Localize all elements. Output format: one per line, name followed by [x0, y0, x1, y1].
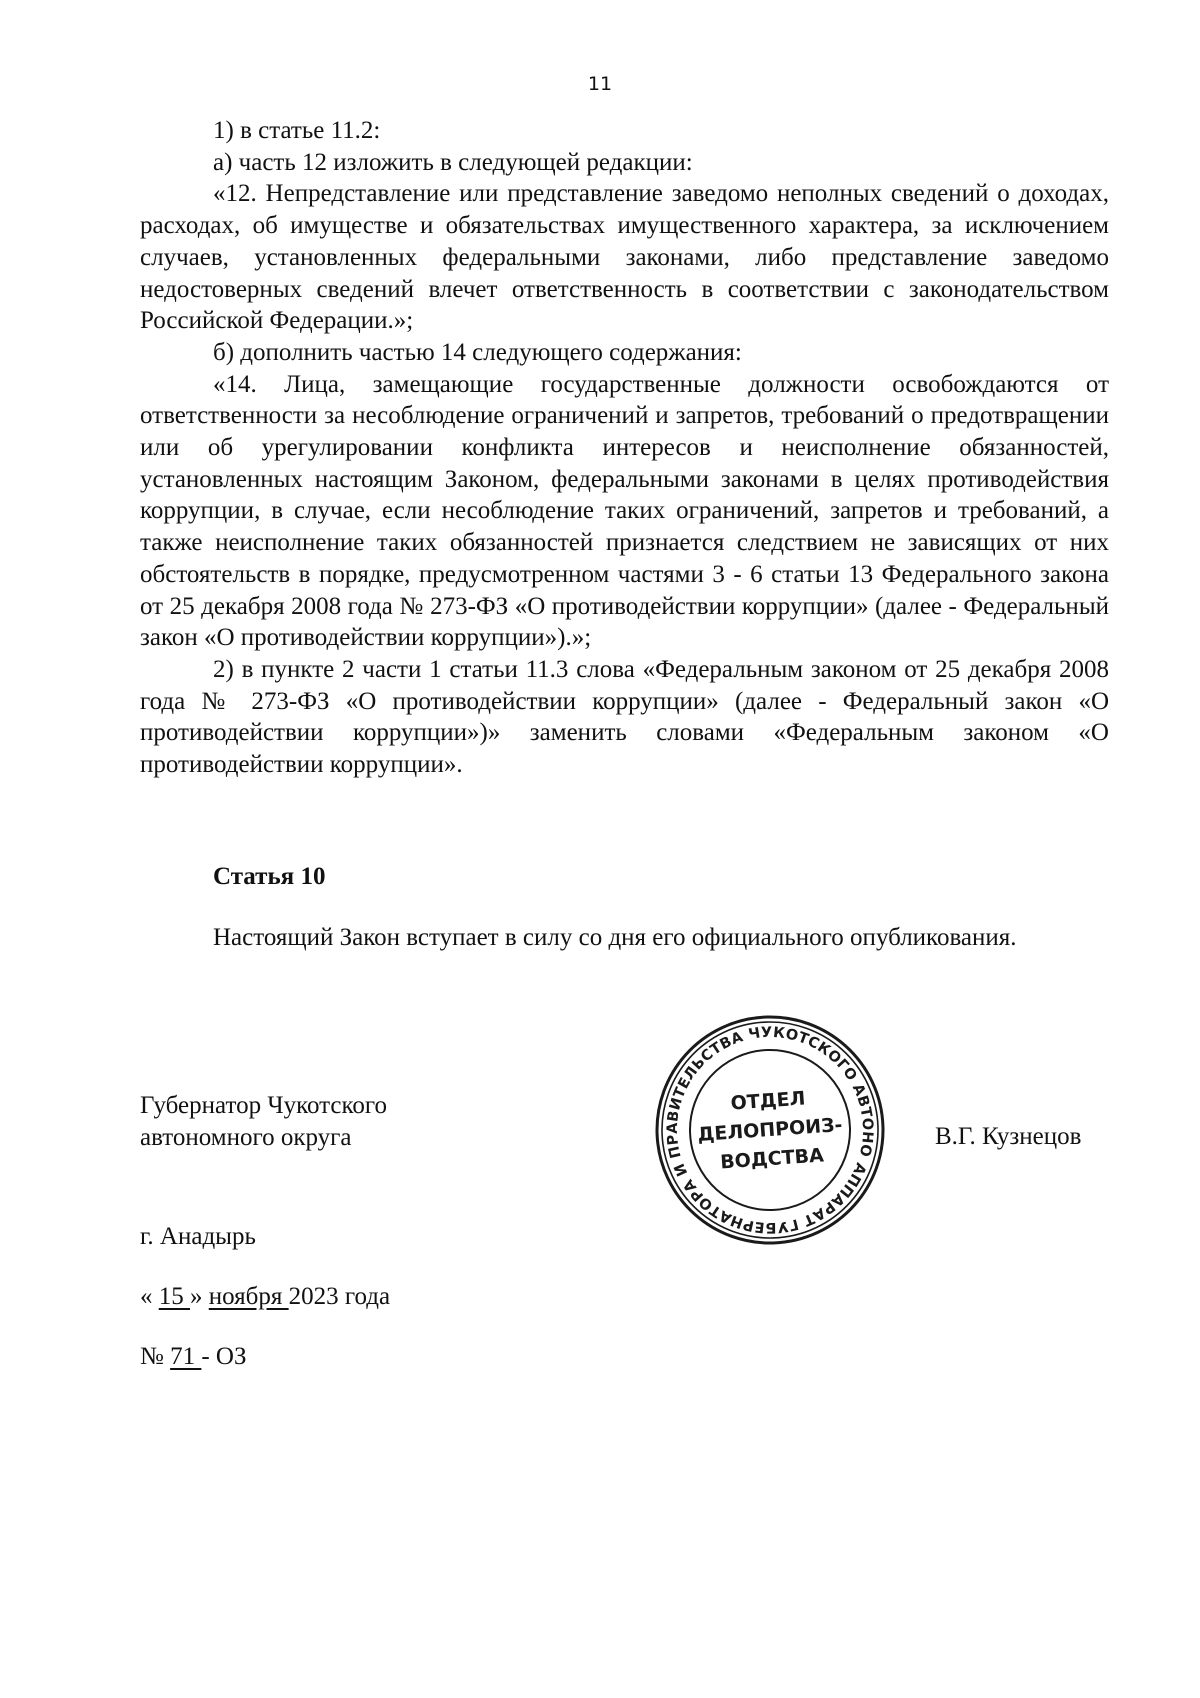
stamp-inner-line: ДЕЛОПРОИЗ-: [696, 1113, 844, 1147]
paragraph: «14. Лица, замещающие государственные должности освобождаются от ответственности за несоблюдение ограничений и запретов, требований о предотвращении или об урегулировании конфликта интересов и неисполнение обязанностей, установленных настоящим Законом, федеральными законами в целях противодействия коррупции, в случае, если несоблюдение таких ограничений, запретов и требований, а также неисполнение таких обязанностей признается следствием не зависящих от них обстоятельств в порядке, предусмотренном частями 3 - 6 статьи 13 Федерального закона от 25 декабря 2008 года № 273-ФЗ «О противодействии коррупции» (далее - Федеральный закон «О противодействии коррупции»).»;: [140, 370, 1109, 652]
stamp-inner-line: ВОДСТВА: [719, 1144, 825, 1174]
number-sign: №: [140, 1343, 171, 1370]
date-year: 2023 года: [288, 1283, 391, 1310]
number-suffix: - ОЗ: [201, 1343, 247, 1370]
amendments-text: [140, 115, 1109, 781]
stamp-inner-line: ОТДЕЛ: [729, 1087, 807, 1115]
position-line: автономного округа: [140, 1123, 352, 1151]
stamp-outer-text: АППАРАТ ГУБЕРНАТОРА И ПРАВИТЕЛЬСТВА ЧУКОТСКОГО АВТОНОМНОГО: [664, 1024, 876, 1236]
law-number: [140, 1341, 247, 1373]
signatory-name: В.Г. Кузнецов: [935, 1123, 1082, 1150]
official-stamp: [650, 1010, 890, 1250]
number-value: 71: [170, 1343, 202, 1370]
page-number: 11: [587, 73, 613, 95]
signing-date: [140, 1281, 390, 1313]
position-line: Губернатор Чукотского: [140, 1092, 387, 1119]
date-quote-close: »: [190, 1283, 209, 1310]
place-of-signing: г. Анадырь: [140, 1223, 256, 1250]
paragraph: а) часть 12 изложить в следующей редакции:: [213, 148, 693, 176]
paragraph: «12. Непредставление или представление заведомо неполных сведений о доходах, расходах, об имуществе и обязательствах имущественного характера, за исключением случаев, установленных федеральными законами, либо представление заведомо недостоверных сведений влечет ответственность в соответствии с законодательством Российской Федерации.»;: [140, 180, 1109, 335]
date-month: ноября: [208, 1283, 289, 1310]
paragraph: 2) в пункте 2 части 1 статьи 11.3 слова «Федеральным законом от 25 декабря 2008 года № 273-ФЗ «О противодействии коррупции» (далее - Федеральный закон «О противодействии коррупции»)» заменить словами «Федеральным законом «О противодействии коррупции».: [140, 655, 1109, 779]
paragraph: 1) в статье 11.2:: [213, 117, 381, 144]
date-quote-open: «: [140, 1283, 159, 1310]
article-text: Настоящий Закон вступает в силу со дня его официального опубликования.: [213, 924, 1017, 951]
date-day: 15: [158, 1283, 190, 1310]
signatory-position: [140, 1090, 387, 1153]
paragraph: б) дополнить частью 14 следующего содержания:: [213, 338, 742, 366]
article-heading: Статья 10: [213, 863, 326, 890]
